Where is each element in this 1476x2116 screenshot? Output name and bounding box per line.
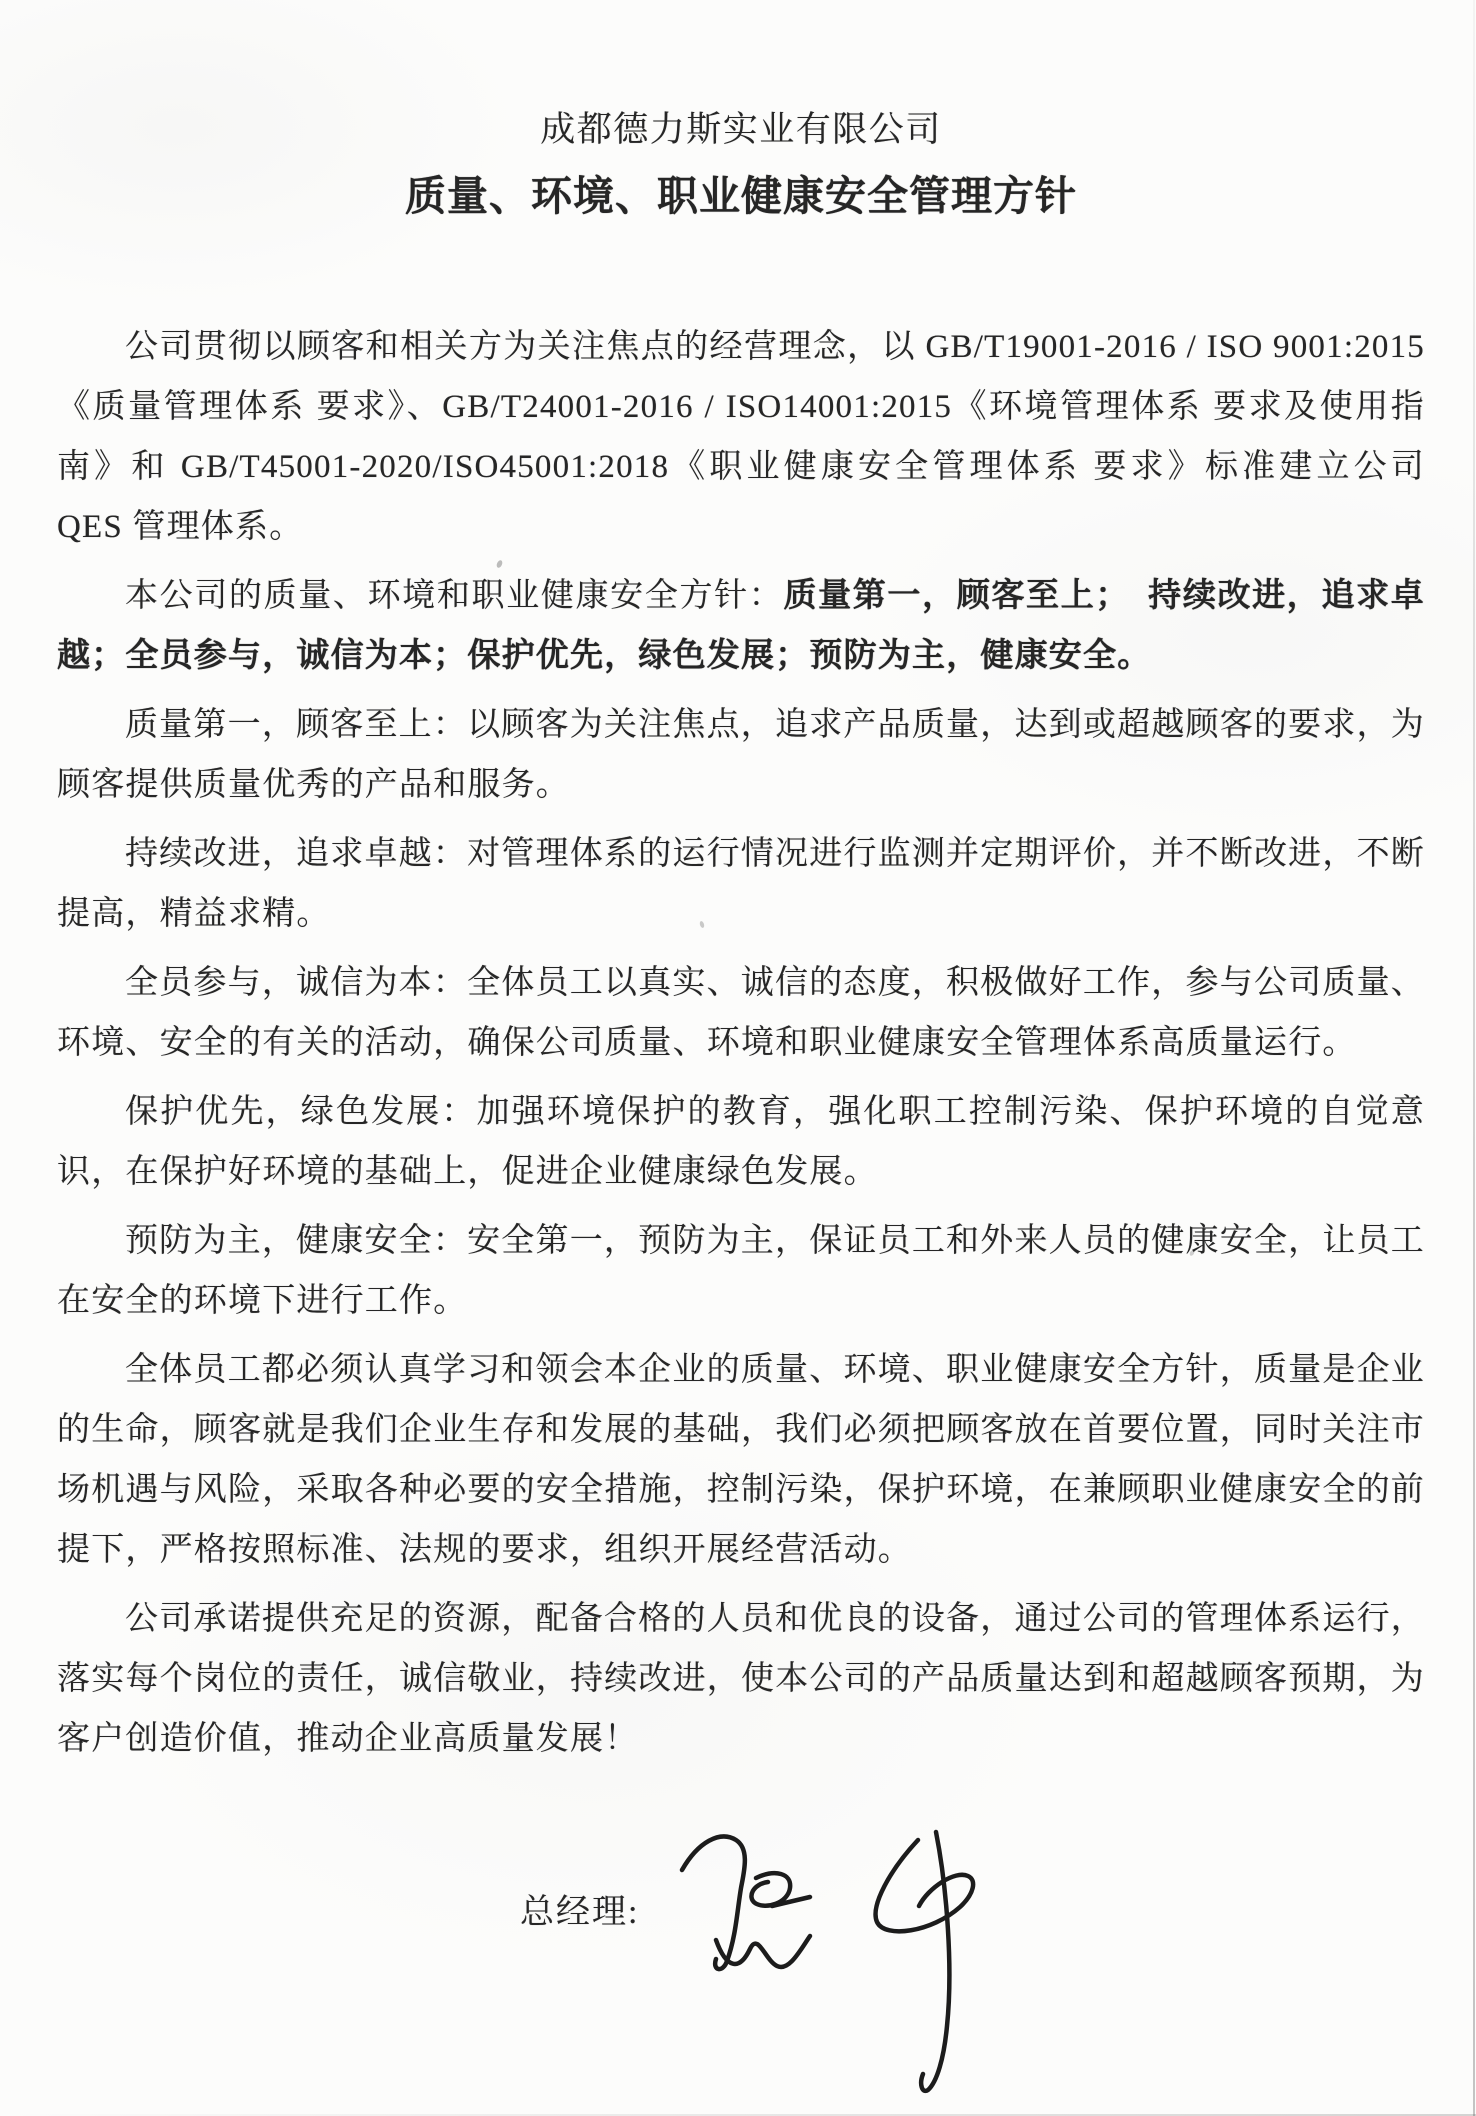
scan-edge-artifact (1473, 0, 1475, 2116)
handwritten-signature (620, 1818, 1020, 2108)
paragraph-company-commitment: 公司承诺提供充足的资源，配备合格的人员和优良的设备，通过公司的管理体系运行，落实每个岗位的责任，诚信敬业，持续改进，使本公司的产品质量达到和超越顾客预期，为客户创造价值，推动企业高质量发展！ (57, 1601, 1425, 1757)
paragraph-policy-statement (57, 566, 1425, 686)
paragraph-protection-priority: 保护优先，绿色发展：加强环境保护的教育，强化职工控制污染、保护环境的自觉意识，在保护好环境的基础上，促进企业健康绿色发展。 (57, 1094, 1425, 1190)
paragraph-quality-first: 质量第一，顾客至上：以顾客为关注焦点，追求产品质量，达到或超越顾客的要求，为顾客提供质量优秀的产品和服务。 (57, 707, 1425, 803)
policy-statement-lead: 本公司的质量、环境和职业健康安全方针： (124, 578, 784, 614)
paragraph-full-participation: 全员参与，诚信为本：全体员工以真实、诚信的态度，积极做好工作，参与公司质量、环境、安全的有关的活动，确保公司质量、环境和职业健康安全管理体系高质量运行。 (57, 965, 1425, 1061)
paragraph-continuous-improvement: 持续改进，追求卓越：对管理体系的运行情况进行监测并定期评价，并不断改进，不断提高，精益求精。 (57, 836, 1425, 932)
paragraph-prevention-first: 预防为主，健康安全：安全第一，预防为主，保证员工和外来人员的健康安全，让员工在安全的环境下进行工作。 (57, 1223, 1425, 1319)
general-manager-label: 总经理: (520, 1894, 640, 1931)
paragraph-intro-standards: 公司贯彻以顾客和相关方为关注焦点的经营理念，以 GB/T19001-2016 / ISO 9001:2015《质量管理体系 要求》、GB/T24001-2016 / ISO14001:2015《环境管理体系 要求及使用指南》和 GB/T45001-2020/ISO45001:2018《职业健康安全管理体系 要求》标准建立公司 QES 管理体系。 (57, 329, 1425, 545)
company-name-title: 成都德力斯实业有限公司 (540, 110, 942, 149)
document-title: 质量、环境、职业健康安全管理方针 (405, 173, 1077, 219)
policy-statement-bold: 质量第一，顾客至上； 持续改进，追求卓越；全员参与，诚信为本；保护优先，绿色发展；预防为主，健康安全。 (57, 578, 1425, 674)
document-body (57, 317, 1425, 1769)
paragraph-all-staff-commitment: 全体员工都必须认真学习和领会本企业的质量、环境、职业健康安全方针，质量是企业的生命，顾客就是我们企业生存和发展的基础，我们必须把顾客放在首要位置，同时关注市场机遇与风险，采取各种必要的安全措施，控制污染，保护环境，在兼顾职业健康安全的前提下，严格按照标准、法规的要求，组织开展经营活动。 (57, 1352, 1425, 1568)
